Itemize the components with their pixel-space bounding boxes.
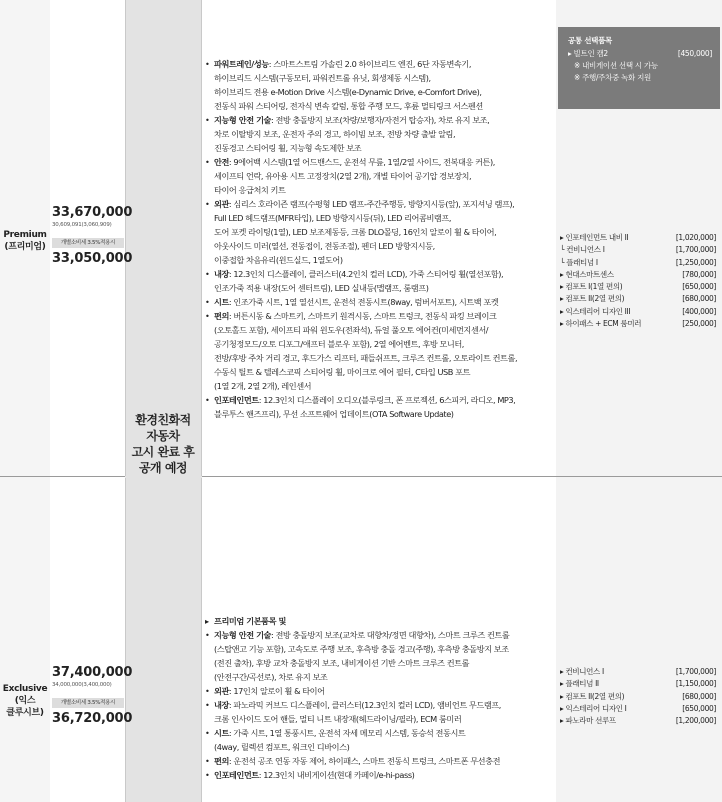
spec-heading: 안전 — [214, 157, 229, 167]
spec-heading: 외관 — [214, 686, 229, 696]
spec-heading: 외관 — [214, 199, 229, 209]
spec-line — [203, 113, 555, 127]
option-price: [780,000] — [682, 269, 716, 279]
spec-line — [203, 71, 555, 85]
spec-line — [203, 698, 555, 712]
option-list-premium — [560, 232, 718, 330]
option-row — [560, 691, 718, 703]
spec-text: (4way, 릴렉션 컴포트, 워크인 디바이스) — [214, 742, 350, 752]
option-price: [1,150,000] — [675, 679, 716, 689]
option-row — [560, 232, 718, 244]
bullet: • — [205, 728, 210, 738]
spec-text: (전진 출차), 후방 교차 충돌방지 보조, 내비게이션 기반 스마트 크루즈 컨트롤 — [214, 658, 470, 668]
spec-line — [203, 211, 555, 225]
option-row — [560, 244, 718, 256]
spec-line — [203, 754, 555, 768]
spec-line — [203, 169, 555, 183]
spec-text: : 파노라믹 커브드 디스플레이, 클러스터(12.3인치 컬러 LCD), 앰비언트 무드램프, — [228, 700, 501, 710]
spec-text: : 운전석 공조 연동 자동 제어, 하이패스, 스마트 전동식 트렁크, 스마트폰 무선충전 — [228, 756, 501, 766]
spec-line — [203, 628, 555, 642]
spec-heading: 내장 — [214, 700, 229, 710]
spec-line — [203, 337, 555, 351]
spec-line — [203, 57, 555, 71]
common-option-note: ※ 주행/주차중 녹화 지원 — [574, 73, 651, 82]
spec-text: 수동식 틸트 & 텔레스코픽 스티어링 휠, 마이크로 에어 필터, C타입 USB 포트 — [214, 367, 471, 377]
option-price: [680,000] — [682, 691, 716, 701]
spec-line — [203, 197, 555, 211]
trim-name-premium: Premium (프리미엄) — [3, 230, 47, 252]
spec-line — [203, 253, 555, 267]
spec-text: : 12.3인치 내비게이션(현대 카페이/e-hi-pass) — [258, 770, 415, 780]
spec-line — [203, 239, 555, 253]
spec-text: : 9에어백 시스템(1열 어드밴스드, 운전석 무릎, 1열/2열 사이드, 전복대응 커튼), — [228, 157, 495, 167]
option-price: [1,700,000] — [675, 667, 716, 676]
option-row — [560, 715, 718, 727]
option-price: [650,000] — [682, 703, 716, 713]
option-price: [1,020,000] — [675, 233, 716, 242]
option-name: ▸ 컴포트 I(1열 편의) — [560, 282, 623, 292]
option-name: ▸ 익스테리어 디자인 III — [560, 306, 631, 316]
bullet: • — [205, 115, 210, 125]
spec-text: : 12.3인치 디스플레이 오디오(블루링크, 폰 프로젝션, 6스피커, 라디오, MP3, — [258, 395, 516, 405]
bullet: • — [205, 311, 210, 321]
option-price: [1,700,000] — [675, 245, 716, 255]
spec-line — [203, 670, 555, 684]
bullet: • — [205, 686, 210, 696]
spec-line — [203, 155, 555, 169]
spec-text: : 심리스 호라이즌 램프(수평형 LED 램프-주간주행등, 방향지시등(앞), 포지셔닝 램프), — [228, 199, 515, 209]
option-row — [560, 281, 718, 293]
option-row — [560, 306, 718, 318]
spec-text: : 12.3인치 디스플레이, 클러스터(4.2인치 컬러 LCD), 가죽 스티어링 휠(열선포함), — [228, 269, 504, 279]
common-option-price: [450,000] — [677, 49, 712, 58]
spec-line — [203, 267, 555, 281]
spec-text: 진동경고 스티어링 휠, 지능형 속도제한 보조 — [214, 143, 362, 153]
spec-heading: 시트 — [214, 297, 229, 307]
spec-line — [203, 642, 555, 656]
spec-line — [203, 726, 555, 740]
bullet: • — [205, 297, 210, 307]
option-list-exclusive — [560, 666, 718, 727]
spec-text: 전방/후방 주차 거리 경고, 후드가스 리프터, 패들쉬프트, 크루즈 컨트롤, 오토라이트 컨트롤, — [214, 353, 518, 363]
spec-list-exclusive — [203, 614, 555, 782]
spec-text: 공기청정모드/오토 디포그/애프터 블로우 포함), 2열 에어벤트, 후방 모니터, — [214, 339, 464, 349]
option-row — [560, 318, 718, 330]
tax-label-premium: 개별소비세 3.5%적용시 — [52, 238, 124, 248]
row-divider — [0, 476, 722, 477]
common-option-item: ▸ 빌트인 캠2 — [568, 49, 608, 58]
option-name: ▸ 플래티넘 II — [560, 679, 599, 689]
option-name: └ 플래티넘 I — [560, 257, 598, 267]
spec-text: (안전구간/곡선로), 차로 유지 보조 — [214, 672, 328, 682]
option-row — [560, 666, 718, 678]
price-exclusive: 37,400,000 — [52, 665, 133, 680]
spec-text: (스탑앤고 기능 포함), 고속도로 주행 보조, 후측방 충돌 경고(주행), 후측방 충돌방지 보조 — [214, 644, 509, 654]
option-name: ▸ 컴포트 II(2열 편의) — [560, 691, 625, 701]
tax-price-exclusive: 36,720,000 — [52, 711, 133, 726]
spec-line — [203, 85, 555, 99]
option-price: [1,200,000] — [675, 716, 716, 726]
option-price: [1,250,000] — [675, 257, 716, 267]
spec-text: : 전방 충돌방지 보조(차량/보행자/자전거 탑승자), 차로 유지 보조, — [271, 115, 490, 125]
spec-text: 하이브리드 시스템(구동모터, 파워컨트롤 유닛, 회생제동 시스템), — [214, 73, 431, 83]
spec-line — [203, 351, 555, 365]
spec-text: 전동식 파워 스티어링, 전자식 변속 칼럼, 통합 주행 모드, 후륜 멀티링크 서스펜션 — [214, 101, 483, 111]
option-price: [680,000] — [682, 294, 716, 304]
spec-text: : 인조가죽 시트, 1열 열선시트, 운전석 전동시트(8way, 럼버서포트), 시트백 포켓 — [228, 297, 499, 307]
spec-line — [203, 309, 555, 323]
bullet: • — [205, 157, 210, 167]
spec-heading: 지능형 안전 기술 — [214, 115, 272, 125]
spec-line — [203, 127, 555, 141]
spec-text: 차로 이탈방지 보조, 운전자 주의 경고, 하이빔 보조, 전방 차량 출발 알림, — [214, 129, 456, 139]
spec-heading: 지능형 안전 기술 — [214, 630, 272, 640]
option-name: ▸ 파노라마 선루프 — [560, 716, 616, 726]
spec-line — [203, 99, 555, 113]
spec-text: 세이프티 언락, 유아용 시트 고정장치(2열 2개), 개별 타이어 공기압 경보장치, — [214, 171, 472, 181]
bullet: • — [205, 756, 210, 766]
bullet: • — [205, 630, 210, 640]
spec-line — [203, 379, 555, 393]
spec-text: (오토홀드 포함), 세이프티 파워 윈도우(전좌석), 듀얼 풀오토 에어컨(미세먼지센서/ — [214, 325, 489, 335]
option-row — [560, 257, 718, 269]
spec-line — [203, 768, 555, 782]
price-breakdown-premium: 30,609,091(3,060,909) — [52, 222, 112, 228]
option-name: ▸ 하이패스 + ECM 룸미러 — [560, 319, 642, 329]
spec-line — [203, 407, 555, 421]
option-name: ▸ 익스테리어 디자인 I — [560, 703, 627, 713]
spec-heading: 시트 — [214, 728, 229, 738]
spec-line — [203, 323, 555, 337]
spec-line — [203, 141, 555, 155]
bullet: • — [205, 395, 210, 405]
common-options-title: 공통 선택품목 — [568, 36, 612, 45]
common-option-note: ※ 내비게이션 선택 시 가능 — [574, 61, 658, 70]
spec-text: 블루투스 핸즈프리), 무선 소프트웨어 업데이트(OTA Software Update) — [214, 409, 454, 419]
spec-line — [203, 393, 555, 407]
spec-text: 아웃사이드 미러(열선, 전동접이, 전동조절), 펜더 LED 방향지시등, — [214, 241, 435, 251]
spec-line — [203, 225, 555, 239]
bullet: • — [205, 770, 210, 780]
option-price: [400,000] — [682, 306, 716, 316]
spec-text: : 가죽 시트, 1열 통풍시트, 운전석 자세 메모리 시스템, 동승석 전동시트 — [228, 728, 466, 738]
spec-text: 이중접합 차음유리(윈드실드, 1열도어) — [214, 255, 343, 265]
common-options-box — [558, 27, 720, 109]
bullet: • — [205, 59, 210, 69]
spec-text: Full LED 헤드램프(MFR타입), LED 방향지시등(뒤), LED 리어콤비램프, — [214, 213, 451, 223]
spec-heading: 편의 — [214, 311, 229, 321]
option-name: └ 컨비니언스 I — [560, 245, 605, 255]
spec-line — [203, 295, 555, 309]
option-price: [250,000] — [682, 319, 716, 329]
option-name: ▸ 컨비니언스 I — [560, 667, 604, 676]
option-row — [560, 269, 718, 281]
option-name: ▸ 현대스마트센스 — [560, 269, 614, 279]
spec-line — [203, 712, 555, 726]
tax-price-premium: 33,050,000 — [52, 251, 133, 266]
spec-heading: 인포테인먼트 — [214, 395, 259, 405]
option-name: ▸ 컴포트 II(2열 편의) — [560, 294, 625, 304]
price-premium: 33,670,000 — [52, 205, 133, 220]
spec-text: (1열 2개, 2열 2개), 레인센서 — [214, 381, 312, 391]
spec-text: : 버튼시동 & 스마트키, 스마트키 원격시동, 스마트 트렁크, 전동식 파킹 브레이크 — [228, 311, 497, 321]
spec-text: : 스마트스트림 가솔린 2.0 하이브리드 엔진, 6단 자동변속기, — [268, 59, 471, 69]
spec-line — [203, 656, 555, 670]
bullet: • — [205, 199, 210, 209]
option-row — [560, 678, 718, 690]
spec-heading: 편의 — [214, 756, 229, 766]
spec-text: 도어 포켓 라이팅(1열), LED 보조제동등, 크롬 DLO몰딩, 16인치 알로이 휠 & 타이어, — [214, 227, 497, 237]
option-row — [560, 703, 718, 715]
spec-heading: 파워트레인/성능 — [214, 59, 269, 69]
bullet: • — [205, 700, 210, 710]
trim-name-exclusive: Exclusive (익스 클루시브) — [2, 684, 48, 718]
spec-text: : 17인치 알로이 휠 & 타이어 — [228, 686, 325, 696]
option-name: ▸ 인포테인먼트 내비 II — [560, 233, 629, 242]
option-row — [560, 293, 718, 305]
spec-line — [203, 684, 555, 698]
eco-column — [125, 0, 202, 802]
spec-heading: 내장 — [214, 269, 229, 279]
eco-vehicle-notice: 환경친화적 자동차 고시 완료 후 공개 예정 — [131, 413, 195, 475]
spec-text: 인조가죽 적용 내장(도어 센터트림), LED 실내등(맵램프, 룸램프) — [214, 283, 429, 293]
bullet: • — [205, 269, 210, 279]
spec-head-exclusive: ▸ 프리미엄 기본품목 및 — [205, 616, 286, 626]
price-breakdown-exclusive: 34,000,000(3,400,000) — [52, 682, 112, 688]
trim-column — [0, 0, 50, 802]
spec-line — [203, 183, 555, 197]
tax-label-exclusive: 개별소비세 3.5%적용시 — [52, 698, 124, 708]
spec-text: 크롬 인사이드 도어 핸들, 멀티 니트 내장재(헤드라이닝/필라), ECM 룸미러 — [214, 714, 462, 724]
spec-text: 하이브리드 전용 e-Motion Drive 시스템(e-Dynamic Drive, e-Comfort Drive), — [214, 87, 482, 97]
spec-line — [203, 365, 555, 379]
spec-line — [203, 740, 555, 754]
option-price: [650,000] — [682, 282, 716, 292]
spec-text: 타이어 응급처치 키트 — [214, 185, 286, 195]
spec-heading: 인포테인먼트 — [214, 770, 259, 780]
spec-line — [203, 281, 555, 295]
spec-list-premium — [203, 57, 555, 421]
spec-text: : 전방 충돌방지 보조(교차로 대향차/정면 대향차), 스마트 크루즈 컨트롤 — [271, 630, 510, 640]
